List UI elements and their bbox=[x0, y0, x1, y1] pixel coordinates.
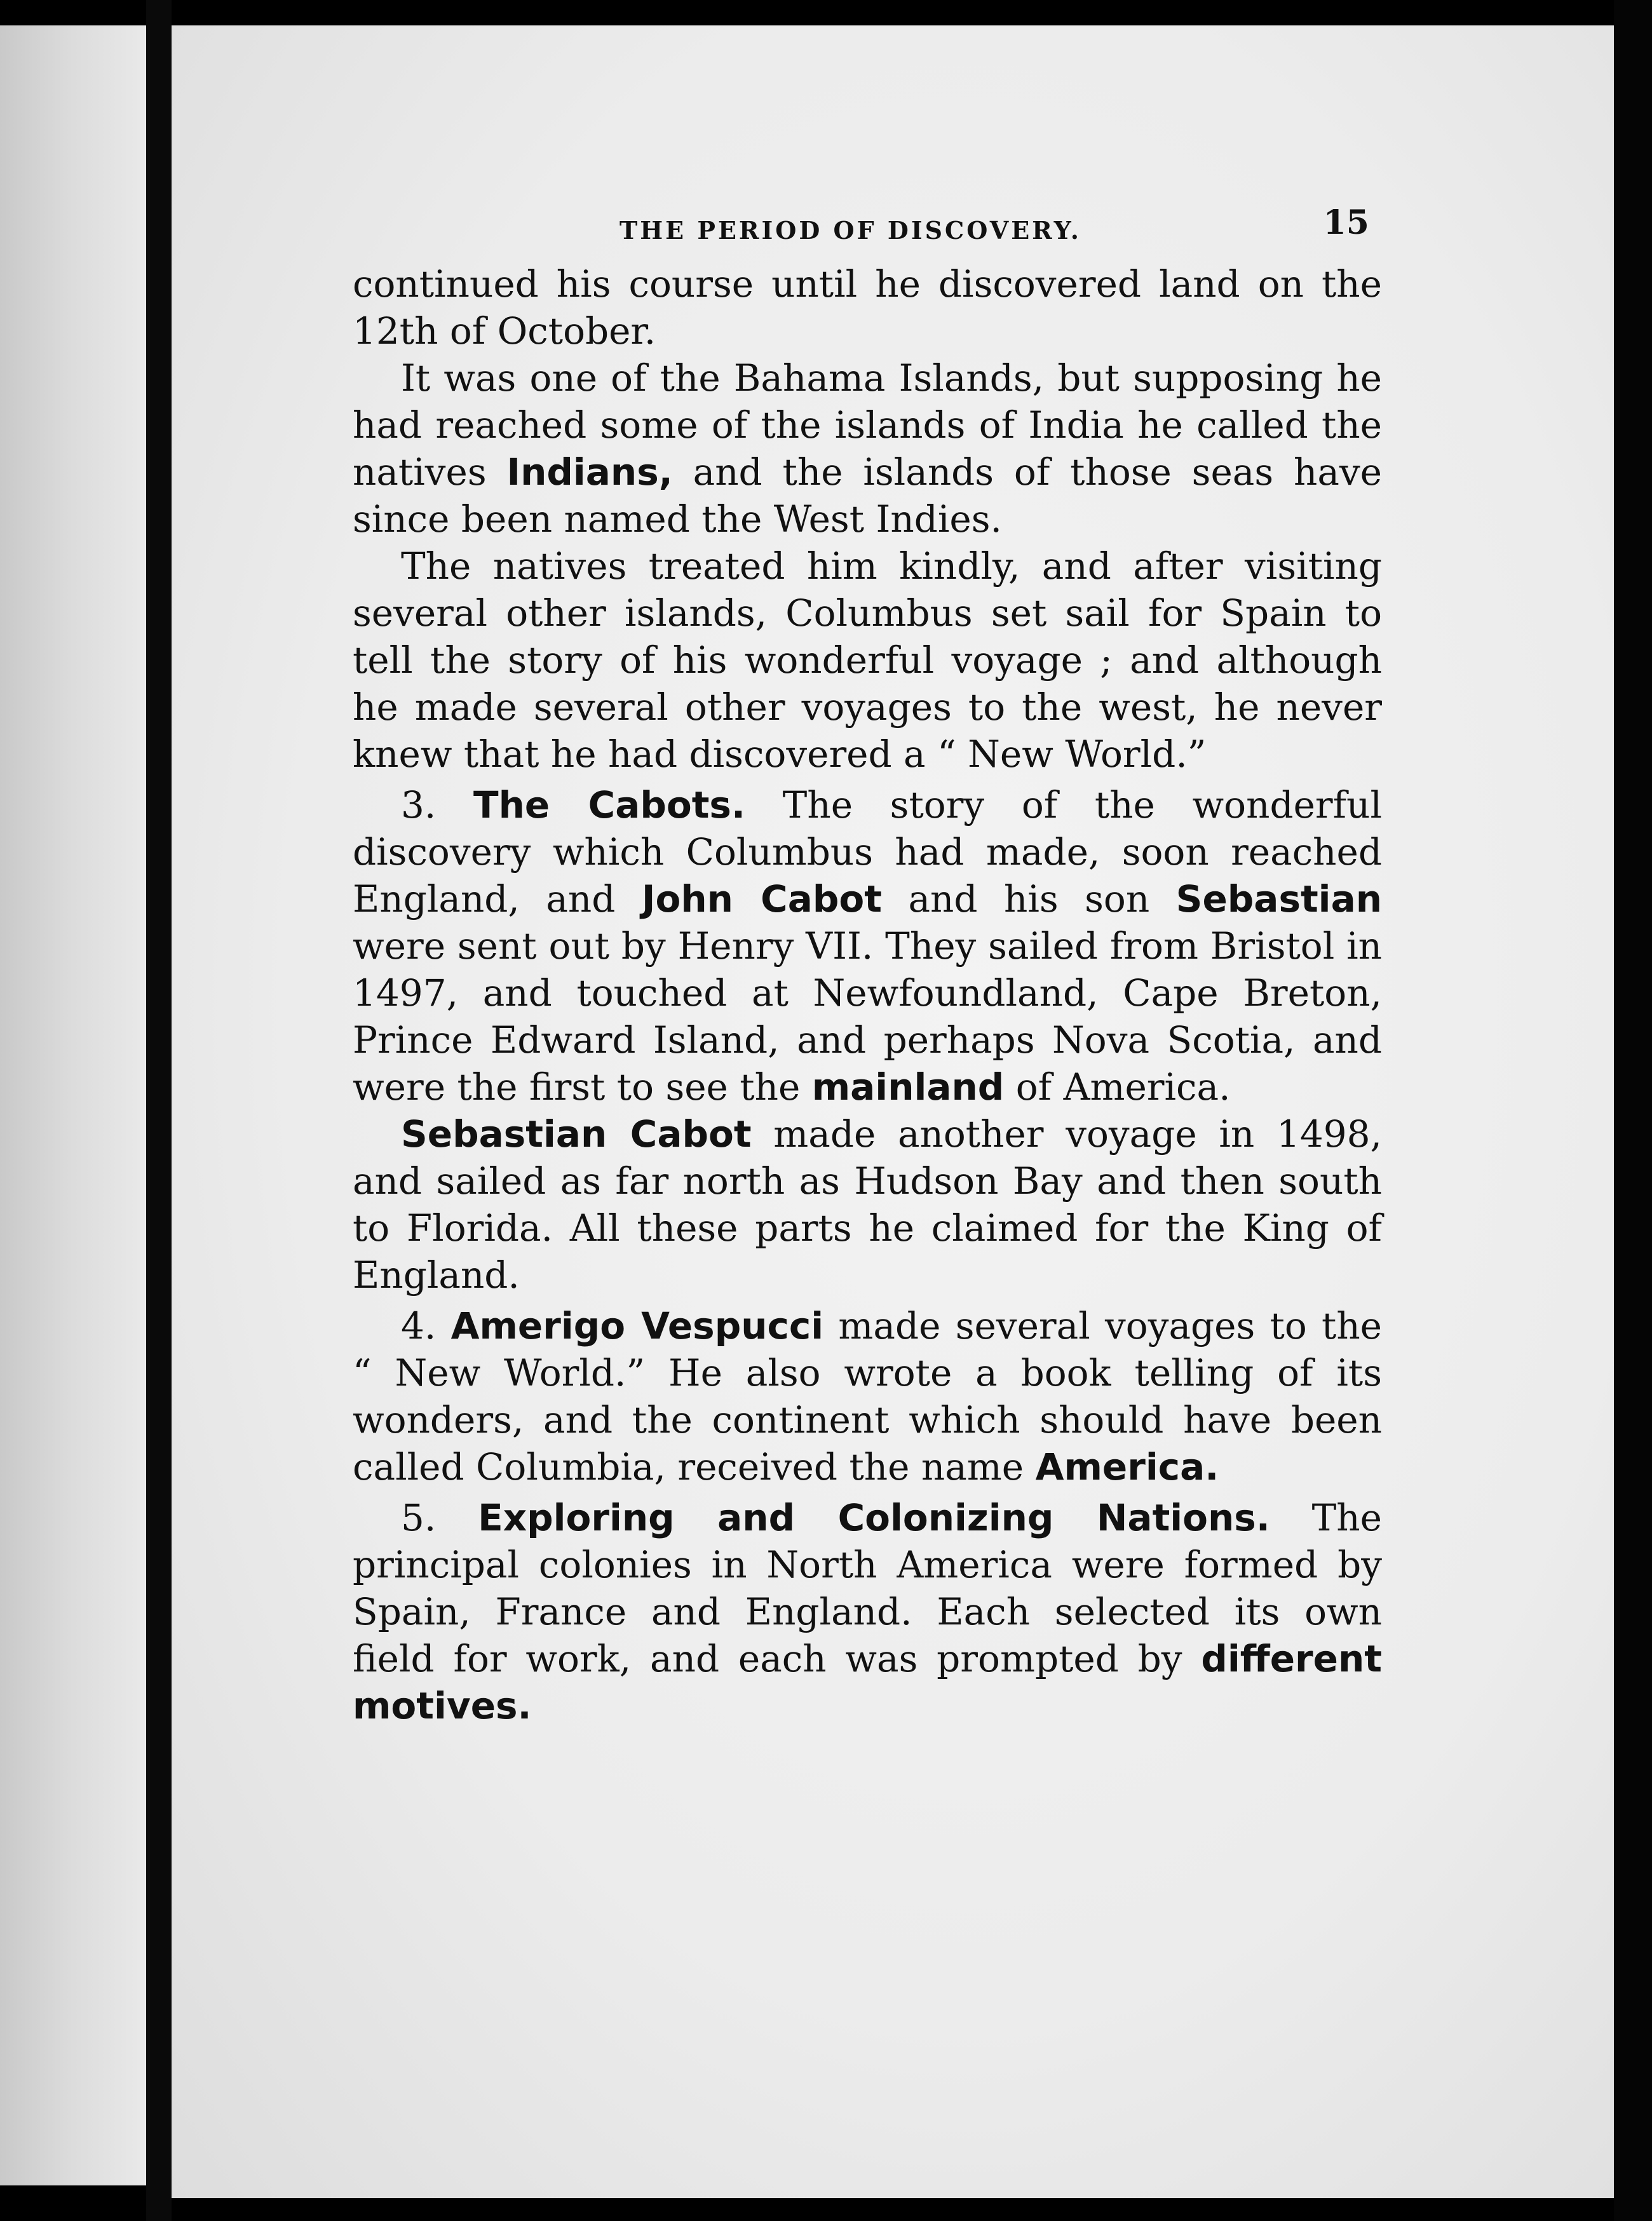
paragraph-text: The story of the wonderful discovery which Columbus had made, soon reached England, and bbox=[353, 783, 1383, 921]
bold-term: America. bbox=[1035, 1445, 1219, 1489]
paragraph-text: The principal colonies in North America were formed by Spain, France and England. Each selected its own field for work, and each was prompted by bbox=[353, 1496, 1382, 1680]
paragraph-sebastian-cabot bbox=[353, 1110, 1382, 1299]
bold-term: Indians, bbox=[506, 450, 673, 494]
bold-term: Sebastian Cabot bbox=[401, 1112, 752, 1156]
paragraph-text: of America. bbox=[1004, 1065, 1231, 1109]
paragraph-text: made several voyages to the “ New World.” He also wrote a book telling of its wonders, and the continent which should have been called Columbia, received the name bbox=[353, 1304, 1382, 1489]
bold-term: John Cabot bbox=[641, 877, 882, 921]
running-head-title: THE PERIOD OF DISCOVERY. bbox=[620, 216, 1082, 245]
page-text bbox=[353, 191, 1382, 1729]
section-number: 5. bbox=[401, 1496, 437, 1539]
bold-term: Sebastian bbox=[1175, 877, 1382, 921]
paragraph-continuation bbox=[353, 260, 1382, 354]
paragraph-natives bbox=[353, 543, 1382, 778]
paragraph-text: continued his course until he discovered land on the 12th of October. bbox=[353, 262, 1382, 353]
page-number: 15 bbox=[1323, 203, 1369, 242]
bold-term: different motives. bbox=[353, 1637, 1382, 1727]
paragraph-text: and the islands of those seas have since been named the West Indies. bbox=[353, 450, 1382, 541]
bold-term: mainland bbox=[811, 1065, 1005, 1109]
paragraph-text: made another voyage in 1498, and sailed as far north as Hudson Bay and then south to Florida. All these parts he claimed for the King of England. bbox=[353, 1112, 1382, 1297]
paragraph-text: It was one of the Bahama Islands, but supposing he had reached some of the islands of India he called the natives bbox=[353, 356, 1382, 494]
section-heading: Amerigo Vespucci bbox=[450, 1304, 824, 1347]
section-heading: Exploring and Colonizing Nations. bbox=[478, 1496, 1270, 1539]
section-number: 4. bbox=[401, 1304, 437, 1347]
section-the-cabots bbox=[353, 781, 1382, 1110]
section-exploring-nations bbox=[353, 1494, 1382, 1729]
section-amerigo-vespucci bbox=[353, 1302, 1382, 1490]
section-number: 3. bbox=[401, 783, 437, 827]
section-heading: The Cabots. bbox=[473, 783, 745, 827]
facing-page-edge bbox=[0, 25, 146, 2185]
paragraph-text: The natives treated him kindly, and after visiting several other islands, Columbus set sail for Spain to tell the story of his wonderful voyage ; and although he made several other voyages to the west, he never knew that he had discovered a “ New World.” bbox=[353, 544, 1382, 776]
book-gutter bbox=[146, 0, 172, 2221]
scan-border bbox=[1614, 0, 1652, 2221]
paragraph-text: and his son bbox=[881, 877, 1176, 921]
paragraph-text: were sent out by Henry VII. They sailed from Bristol in 1497, and touched at Newfoundland, Cape Breton, Prince Edward Island, and perhaps Nova Scotia, and were the first to see the bbox=[353, 924, 1382, 1109]
paragraph-bahama bbox=[353, 354, 1382, 543]
running-head bbox=[353, 191, 1382, 260]
